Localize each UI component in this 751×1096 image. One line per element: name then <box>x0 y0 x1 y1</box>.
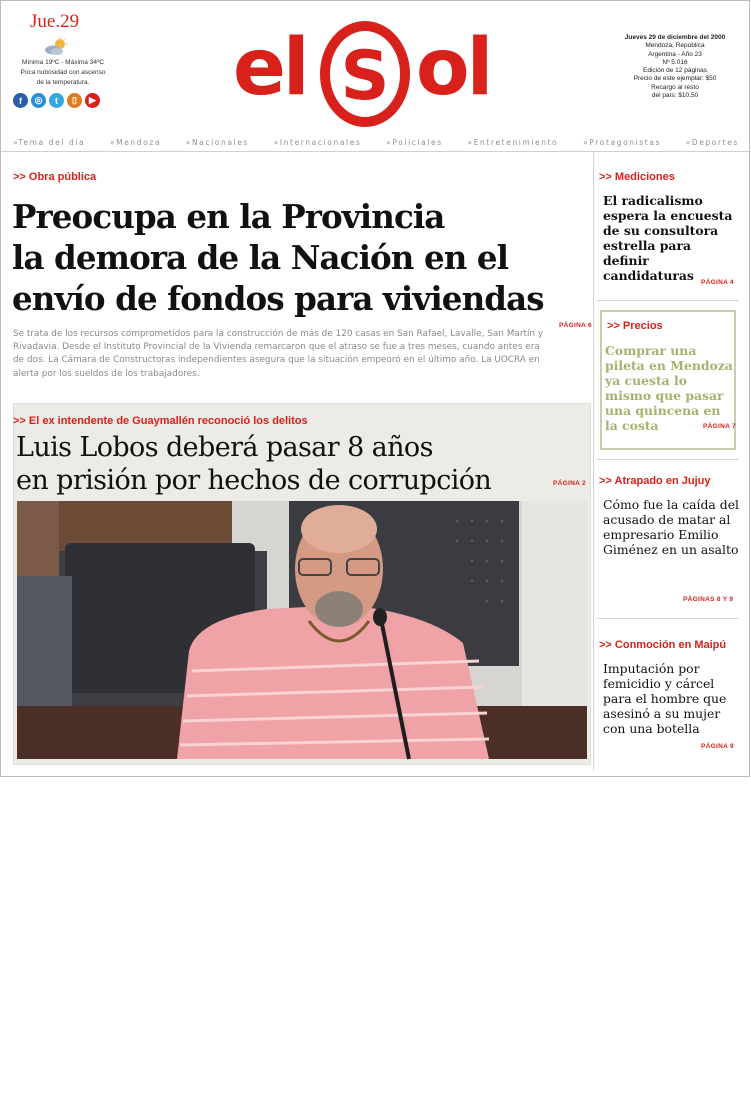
divider <box>1 151 751 152</box>
divider <box>597 459 739 460</box>
column-divider <box>593 151 594 771</box>
edition-date: Jue.29 <box>30 11 80 32</box>
edition-location: Mendoza, República <box>645 42 705 50</box>
lead-summary: Se trata de los recursos comprometidos para la construcción de más de 120 casas en San Rafael, Lavalle, San Martín y Rivadavia. Desde el Instituto Provincial de la Vivienda remarcaron que el atraso se fue a tres meses, cuando antes era de dos. La Cámara de Constructoras independientes asegura que la situación empeoró en el último año. La UOCRA en alerta por los sueldos de los trabajadores. <box>13 329 544 379</box>
divider <box>597 300 739 301</box>
second-kicker: >> El ex intendente de Guaymallén reconoció los delitos <box>13 415 308 427</box>
second-page-ref: PÁGINA 2 <box>553 480 586 487</box>
side-kicker: >> Mediciones <box>599 171 675 183</box>
lead-headline-line: la demora de la Nación en el <box>12 238 509 277</box>
side-story-maipu[interactable] <box>599 639 739 736</box>
second-headline[interactable] <box>16 431 576 497</box>
side-page-ref: PÁGINA 4 <box>701 279 734 286</box>
mobile-icon[interactable]: ▯ <box>67 93 82 108</box>
logo-el-text: el <box>233 23 307 113</box>
nav-policiales[interactable]: »Policiales <box>386 138 443 147</box>
side-page-ref: PÁGINA 7 <box>703 423 736 430</box>
logo-s-letter: S <box>340 37 390 116</box>
side-page-ref: PÁGINA 9 <box>701 743 734 750</box>
facebook-icon[interactable]: f <box>13 93 28 108</box>
lead-kicker: >> Obra pública <box>13 171 97 183</box>
side-headline: Comprar una pileta en Mendoza ya cuesta lo mismo que pasar una quincena en la costa <box>605 343 733 433</box>
side-kicker: >> Atrapado en Jujuy <box>599 475 711 487</box>
nav-internacionales[interactable]: »Internacionales <box>273 138 362 147</box>
news-photo[interactable] <box>17 501 587 1095</box>
edition-info <box>613 34 737 100</box>
nav-deportes[interactable]: »Deportes <box>685 138 739 147</box>
weather-forecast: Poca nubosidad con ascenso <box>20 69 106 76</box>
side-kicker: >> Conmoción en Maipú <box>599 639 727 651</box>
photo-caption <box>101 1069 263 1096</box>
youtube-icon[interactable]: ▶ <box>85 93 100 108</box>
edition-pages: Edición de 12 páginas <box>643 67 707 75</box>
edition-price: Precio de este ejemplar: $50 <box>633 75 717 83</box>
social-links <box>13 93 113 108</box>
nav-tema-del-dia[interactable]: »Tema del día <box>13 138 86 147</box>
edition-year: Argentina - Año 23 <box>648 50 702 58</box>
lead-headline-line: Preocupa en la Provincia <box>12 197 445 236</box>
logo-sun-circle <box>317 15 413 133</box>
edition-surcharge: Recargo al resto <box>651 83 699 91</box>
side-kicker: >> Precios <box>607 320 663 332</box>
lead-headline-line: envío de fondos para viviendas <box>12 279 544 318</box>
lead-headline[interactable] <box>12 196 592 319</box>
lead-page-ref: PÁGINA 6 <box>559 322 592 329</box>
edition-surcharge-value: del país: $10,50 <box>651 92 699 100</box>
masthead-left <box>13 11 113 108</box>
courtroom-photo-illustration <box>17 501 587 759</box>
web-icon[interactable]: ◎ <box>31 93 46 108</box>
side-headline: Cómo fue la caída del acusado de matar al empresario Emilio Giménez en un asalto <box>603 497 739 557</box>
edition-number: Nº 5.016 <box>662 58 688 66</box>
side-story-mediciones[interactable] <box>599 171 739 283</box>
weather-temperatures: Mínima 19ºC - Máxima 34ºC <box>21 59 105 66</box>
weather-forecast-cont: de la temperatura. <box>36 79 90 86</box>
nav-entretenimiento[interactable]: »Entretenimiento <box>467 138 559 147</box>
divider <box>597 618 739 619</box>
nav-mendoza[interactable]: »Mendoza <box>109 138 162 147</box>
logo-ol-text: ol <box>416 23 491 113</box>
side-headline: El radicalismo espera la encuesta de su consultora estrella para definir candidaturas <box>603 193 733 283</box>
nav-protagonistas[interactable]: »Protagonistas <box>583 138 662 147</box>
el-sol-logo[interactable] <box>233 15 533 133</box>
second-headline-line: en prisión por hechos de corrupción <box>16 465 492 496</box>
side-headline: Imputación por femicidio y cárcel para el hombre que asesinó a su mujer con una botella <box>603 661 727 736</box>
side-story-jujuy[interactable] <box>599 475 739 557</box>
edition-full-date: Jueves 29 de diciembre del 2000 <box>624 34 726 41</box>
partly-cloudy-icon <box>43 37 69 57</box>
twitter-icon[interactable]: t <box>49 93 64 108</box>
photo-caption-text: Al justicialista le impusieron una multa de $75 millones. La condena de este miércoles se unificó con otro fallo. <box>101 1070 256 1095</box>
side-page-ref: PÁGINAS 8 Y 9 <box>683 596 734 603</box>
second-headline-line: Luis Lobos deberá pasar 8 años <box>16 432 433 463</box>
section-nav <box>13 138 739 147</box>
caption-bullet <box>91 1072 95 1076</box>
nav-nacionales[interactable]: »Nacionales <box>185 138 249 147</box>
